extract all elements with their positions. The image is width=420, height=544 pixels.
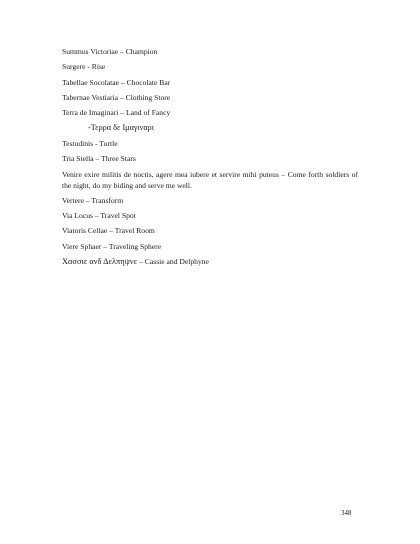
glossary-entry: Testudinis - Turtle	[62, 138, 118, 148]
glossary-entry: Via Locus – Travel Spot	[62, 211, 136, 221]
glossary-paragraph: Venire exire militis de noctis, agere mea iubere et servire mihi puteus – Come forth soldiers of the night, do my biding and serve me well.	[62, 170, 358, 191]
glossary-entry: Surgere - Rise	[62, 62, 106, 72]
glossary-entry-greek	[62, 257, 358, 267]
greek-term: Χασσιε ανδ Δελπηψνε	[62, 257, 138, 267]
glossary-entry: Tabellae Socolatae – Chocolate Bar	[62, 77, 171, 87]
glossary-entry: Viatoris Cellae – Travel Room	[62, 226, 155, 236]
glossary-entry: Terra de Imaginari – Land of Fancy	[62, 108, 171, 118]
glossary-entry: Summus Victoriae – Champion	[62, 47, 158, 56]
greek-transliteration: -Τερρα δε Ιμαγιναρι	[88, 123, 154, 133]
english-term: Cassie and Delphyne	[144, 257, 209, 267]
entry-separator: –	[137, 257, 145, 267]
glossary-entry: Vertere – Transform	[62, 195, 124, 205]
glossary-entry: Tabernae Vestiaria – Clothing Store	[62, 92, 171, 102]
glossary-entry: Tria Stella – Three Stars	[62, 154, 136, 164]
page-number: 348	[341, 509, 352, 517]
glossary-list	[62, 47, 358, 272]
glossary-entry: Viere Sphaer – Traveling Sphere	[62, 241, 162, 251]
